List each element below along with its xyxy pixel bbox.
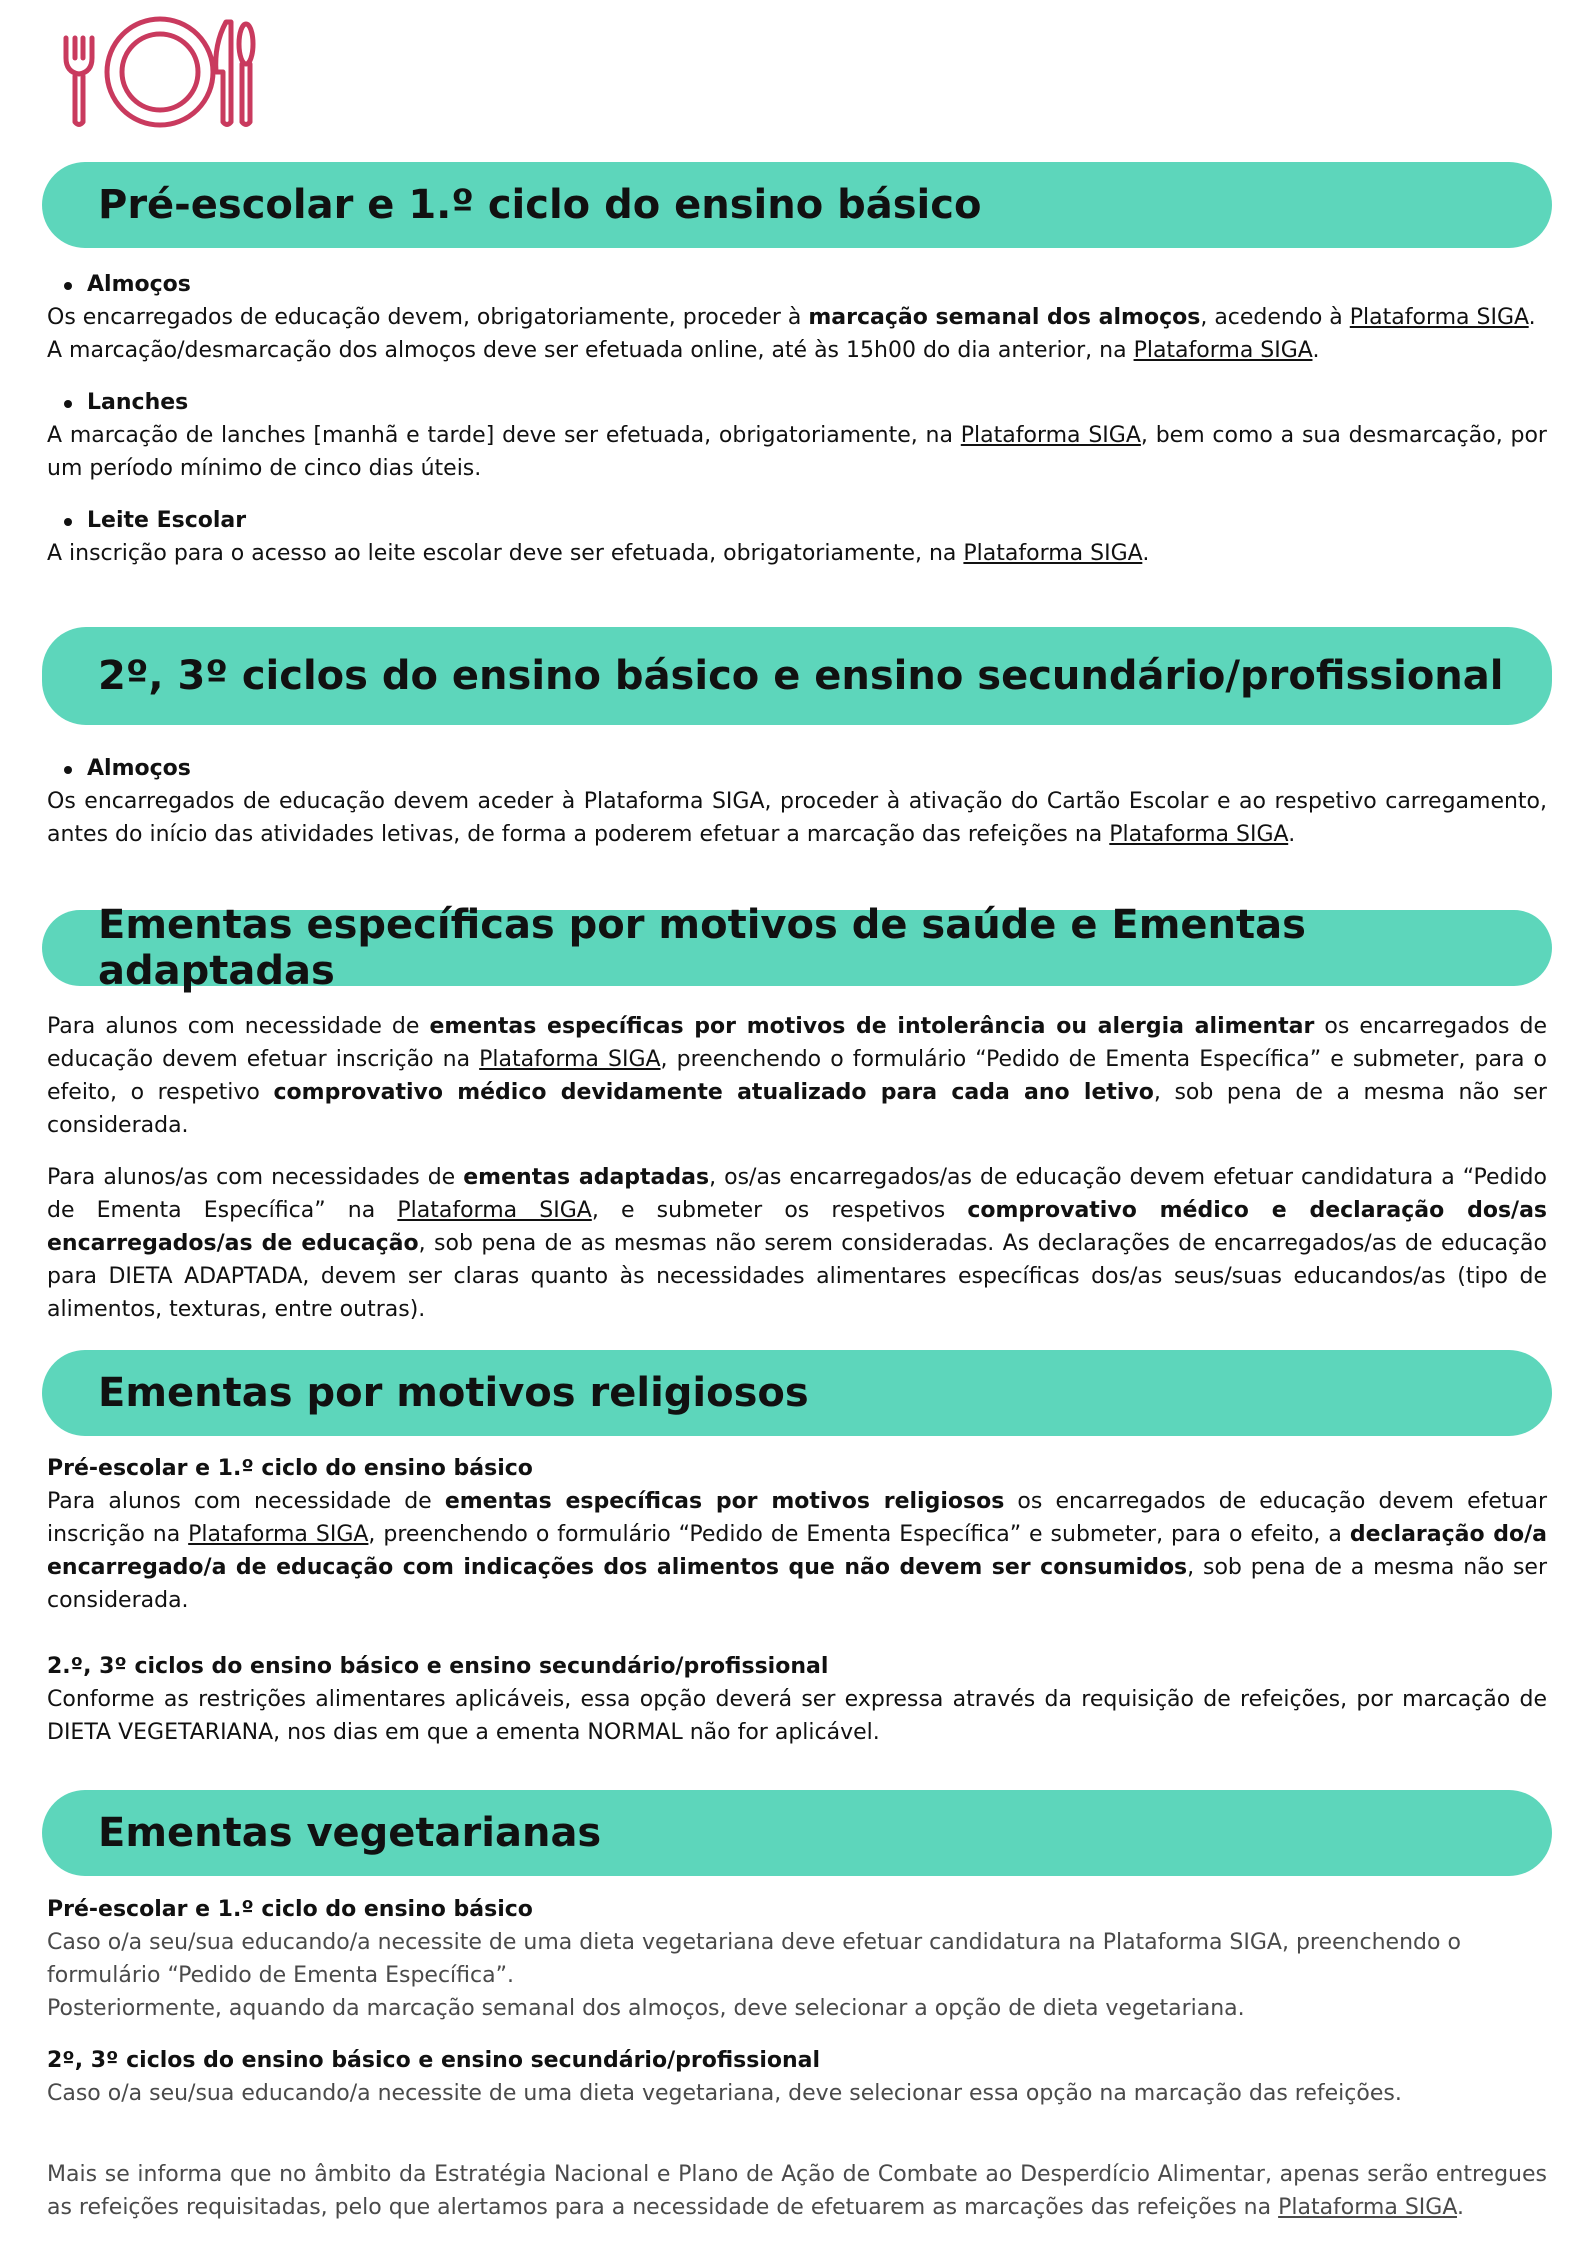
section-header-saude xyxy=(42,902,1552,994)
paragraph: Caso o/a seu/sua educando/a necessite de uma dieta vegetariana, deve selecionar essa opção na marcação das refeições. xyxy=(47,2081,1402,2106)
section-header-ciclos xyxy=(42,627,1552,725)
paragraph: A inscrição para o acesso ao leite escolar deve ser efetuada, obrigatoriamente, na Plataforma SIGA. xyxy=(47,541,1150,566)
plataforma-siga-link[interactable]: Plataforma SIGA xyxy=(1278,2195,1457,2220)
plataforma-siga-link[interactable]: Plataforma SIGA xyxy=(397,1198,592,1223)
paragraph: A marcação de lanches [manhã e tarde] deve ser efetuada, obrigatoriamente, na Plataforma SIGA, bem como a sua desmarcação, por um período mínimo de cinco dias úteis. xyxy=(47,423,1547,481)
plataforma-siga-link[interactable]: Plataforma SIGA xyxy=(188,1522,369,1547)
paragraph: Para alunos com necessidade de ementas específicas por motivos religiosos os encarregados de educação devem efetuar inscrição na Plataforma SIGA, preenchendo o formulário “Pedido de Ementa Específica” e submeter, para o efeito, a declaração do/a encarregado/a de educação com indicações dos alimentos que não devem ser consumidos, sob pena de a mesma não ser considerada. xyxy=(47,1489,1547,1613)
section-title: Ementas vegetarianas xyxy=(98,1810,602,1856)
section-body-pre-escolar xyxy=(47,268,1547,570)
plataforma-siga-link[interactable]: Plataforma SIGA xyxy=(960,423,1141,448)
section-title: Pré-escolar e 1.º ciclo do ensino básico xyxy=(98,182,982,228)
paragraph: Conforme as restrições alimentares aplicáveis, essa opção deverá ser expressa através da requisição de refeições, por marcação de DIETA VEGETARIANA, nos dias em que a ementa NORMAL não for aplicável. xyxy=(47,1687,1547,1745)
section-title: 2º, 3º ciclos do ensino básico e ensino secundário/profissional xyxy=(98,653,1504,699)
paragraph: Caso o/a seu/sua educando/a necessite de uma dieta vegetariana deve efetuar candidatura na Plataforma SIGA, preenchendo o formulário “Pedido de Ementa Específica”. xyxy=(47,1930,1461,1988)
plataforma-siga-link[interactable]: Plataforma SIGA xyxy=(479,1047,661,1072)
paragraph: Os encarregados de educação devem aceder à Plataforma SIGA, proceder à ativação do Cartão Escolar e ao respetivo carregamento, antes do início das atividades letivas, de forma a poderem efetuar a marcação das refeições na Plataforma SIGA. xyxy=(47,789,1547,847)
footer-note xyxy=(47,2158,1547,2224)
plataforma-siga-link[interactable]: Plataforma SIGA xyxy=(1133,338,1313,363)
section-body-saude xyxy=(47,1010,1547,1326)
subsection-title: 2º, 3º ciclos do ensino básico e ensino secundário/profissional xyxy=(47,2048,821,2073)
subsection-title: 2.º, 3º ciclos do ensino básico e ensino secundário/profissional xyxy=(47,1654,829,1679)
plataforma-siga-link[interactable]: Plataforma SIGA xyxy=(963,541,1143,566)
section-header-pre-escolar xyxy=(42,162,1552,248)
subsection-title: Pré-escolar e 1.º ciclo do ensino básico xyxy=(47,1456,533,1481)
section-title: Ementas específicas por motivos de saúde e Ementas adaptadas xyxy=(98,902,1306,994)
section-body-ciclos xyxy=(47,752,1547,851)
section-title: Ementas por motivos religiosos xyxy=(98,1370,809,1416)
plataforma-siga-link[interactable]: Plataforma SIGA xyxy=(1349,305,1529,330)
plataforma-siga-link[interactable]: Plataforma SIGA xyxy=(1109,822,1289,847)
section-body-religiosos xyxy=(47,1452,1547,1749)
paragraph: Os encarregados de educação devem, obrigatoriamente, proceder à marcação semanal dos almoços, acedendo à Plataforma SIGA. A marcação/desmarcação dos almoços deve ser efetuada online, até às 15h00 do dia anterior, na Plataforma SIGA. xyxy=(47,305,1536,363)
list-item-almocos: Almoços xyxy=(47,752,1547,785)
section-body-vegetarianas xyxy=(47,1893,1547,2110)
list-item-almocos: Almoços xyxy=(47,268,1547,301)
paragraph: Para alunos com necessidade de ementas específicas por motivos de intolerância ou alergia alimentar os encarregados de educação devem efetuar inscrição na Plataforma SIGA, preenchendo o formulário “Pedido de Ementa Específica” e submeter, para o efeito, o respetivo comprovativo médico devidamente atualizado para cada ano letivo, sob pena de a mesma não ser considerada. xyxy=(47,1014,1547,1138)
section-header-vegetarianas xyxy=(42,1790,1552,1876)
list-item-leite-escolar: Leite Escolar xyxy=(47,504,1547,537)
section-header-religiosos xyxy=(42,1350,1552,1436)
paragraph: Mais se informa que no âmbito da Estratégia Nacional e Plano de Ação de Combate ao Desperdício Alimentar, apenas serão entregues as refeições requisitadas, pelo que alertamos para a necessidade de efetuarem as marcações das refeições na Plataforma SIGA. xyxy=(47,2162,1547,2220)
paragraph: Posteriormente, aquando da marcação semanal dos almoços, deve selecionar a opção de dieta vegetariana. xyxy=(47,1996,1245,2021)
subsection-title: Pré-escolar e 1.º ciclo do ensino básico xyxy=(47,1897,533,1922)
paragraph: Para alunos/as com necessidades de ementas adaptadas, os/as encarregados/as de educação devem efetuar candidatura a “Pedido de Ementa Específica” na Plataforma SIGA, e submeter os respetivos comprovativo médico e declaração dos/as encarregados/as de educação, sob pena de as mesmas não serem consideradas. As declarações de encarregados/as de educação para DIETA ADAPTADA, devem ser claras quanto às necessidades alimentares específicas dos/as seus/suas educandos/as (tipo de alimentos, texturas, entre outras). xyxy=(47,1165,1548,1322)
fork-plate-spoon-icon xyxy=(60,14,256,132)
list-item-lanches: Lanches xyxy=(47,386,1547,419)
